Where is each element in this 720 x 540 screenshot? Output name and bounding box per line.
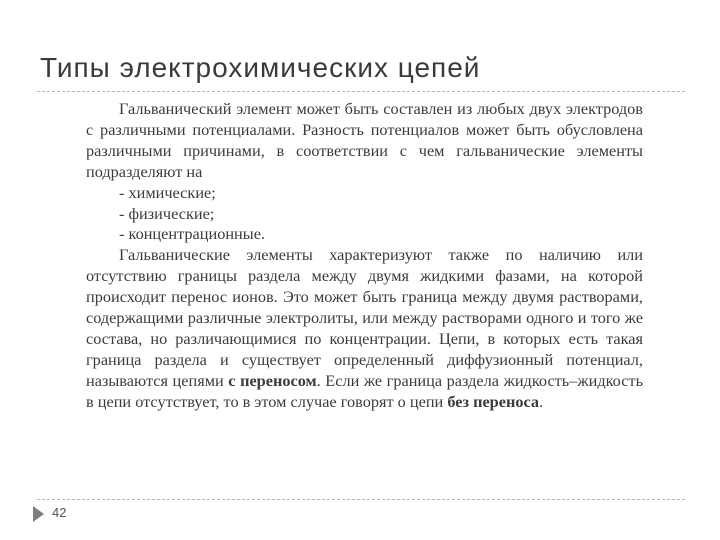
cell-type-list xyxy=(86,183,643,246)
paragraph-text: . xyxy=(539,391,544,411)
page-marker-arrow-icon xyxy=(33,506,44,522)
term-without-transfer: без переноса xyxy=(447,391,540,411)
paragraph-text: . Если же граница раздела жидкость–жидкость в цепи отсутствует, то в этом случае говорят о цепи xyxy=(86,370,643,411)
intro-paragraph: Гальванический элемент может быть составлен из любых двух электродов с различными потенциалами. Разность потенциалов может быть обусловлена различными причинами, в соответствии с чем гальванические элементы подразделяют на xyxy=(86,99,643,181)
slide-title: Типы электрохимических цепей xyxy=(40,52,481,83)
transfer-paragraph xyxy=(86,245,643,412)
list-item: - физические; xyxy=(119,203,215,223)
footer-divider xyxy=(37,499,685,500)
page-number: 42 xyxy=(52,505,67,520)
slide-body xyxy=(86,99,643,413)
title-divider xyxy=(37,91,685,92)
list-item: - концентрационные. xyxy=(119,224,265,244)
paragraph-text: Гальванические элементы характеризуют также по наличию или отсутствию границы раздела между двумя жидкими фазами, на которой происходит перенос ионов. Это может быть граница между двумя растворами, содержащими различные электролиты, или между растворами одного и того же состава, но различающимися по концентрации. Цепи, в которых есть такая граница раздела и существует определенный диффузионный потенциал, называются цепями xyxy=(86,245,643,390)
term-with-transfer: с переносом xyxy=(228,370,317,390)
list-item: - химические; xyxy=(119,182,216,202)
